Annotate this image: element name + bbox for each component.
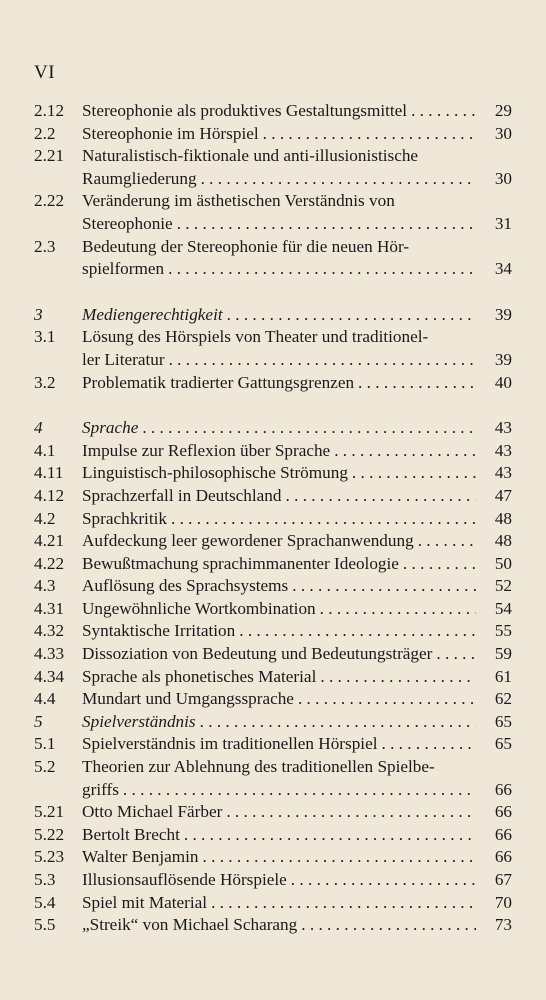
toc-entry-page: 70: [494, 892, 512, 912]
dot-leader: [227, 304, 476, 327]
toc-entry-title-line: Linguistisch-philosophische Strömung: [82, 463, 348, 483]
toc-entry: [34, 100, 512, 123]
dot-leader: [226, 801, 476, 824]
toc-entry-number: 5.2: [34, 757, 56, 777]
toc-entry-page: 40: [494, 372, 512, 392]
section-gap: [34, 394, 512, 417]
toc-entry-title-line: Sprachzerfall in Deutschland: [82, 485, 282, 505]
dot-leader: [436, 643, 476, 666]
dot-leader: [403, 553, 476, 576]
toc-entry-number: 4.34: [34, 666, 65, 686]
toc-entry-number: 4.4: [34, 689, 56, 709]
toc-entry: [34, 688, 512, 711]
toc-entry-page: 29: [494, 101, 512, 120]
toc-entry: [34, 666, 512, 689]
toc-entry-page: 65: [494, 734, 512, 754]
toc-entry-title-line: Auflösung des Sprachsystems: [82, 576, 289, 596]
toc-entry-page: 66: [494, 802, 512, 822]
toc-entry-title-line: Veränderung im ästhetischen Verständnis von: [82, 191, 395, 211]
toc-entry: [34, 824, 512, 847]
toc-entry-page: 48: [494, 531, 512, 551]
toc-entry-title-line: Spiel mit Material: [82, 892, 208, 912]
toc-entry-page: 67: [494, 870, 512, 889]
toc-entry-page: 43: [494, 418, 512, 438]
toc-entry-number: 5.23: [34, 847, 65, 867]
toc-entry: [34, 190, 512, 235]
toc-entry-number: 2.12: [34, 101, 65, 120]
toc-entry-number: 4.33: [34, 644, 65, 664]
toc-entry-title-line: Bewußtmachung sprachimmanenter Ideologie: [82, 553, 399, 573]
toc-entry-title-line: Walter Benjamin: [82, 847, 199, 867]
toc-entry-number: 5.21: [34, 802, 65, 822]
dot-leader: [142, 417, 476, 440]
dot-leader: [184, 824, 476, 847]
toc-entry-number: 2.3: [34, 236, 56, 256]
toc-entry-page: 31: [494, 213, 512, 233]
toc-entry-title-line: Theorien zur Ablehnung des traditionellen Spielbe-: [82, 757, 435, 777]
dot-leader: [320, 598, 476, 621]
section-gap: [34, 281, 512, 304]
toc-entry-number: 5.4: [34, 892, 56, 912]
toc-entry-title-line: griffs: [82, 779, 119, 799]
toc-entry: [34, 620, 512, 643]
toc-entry-page: 30: [494, 123, 512, 143]
toc-entry-page: 30: [494, 168, 512, 188]
toc-entry: [34, 440, 512, 463]
toc-entry-title-line: Mundart und Umgangssprache: [82, 689, 294, 709]
toc-entry-title-line: Raumgliederung: [82, 168, 197, 188]
dot-leader: [301, 914, 476, 937]
toc-entry: [34, 123, 512, 146]
toc-entry: [34, 553, 512, 576]
toc-entry: [34, 508, 512, 531]
toc-entry-number: 4.1: [34, 440, 56, 460]
toc-entry-title-line: Sprache: [82, 418, 139, 438]
toc-entry-number: 4.12: [34, 485, 65, 505]
toc-entry-title-line: „Streik“ von Michael Scharang: [82, 915, 298, 935]
toc-entry-page: 50: [494, 553, 512, 573]
toc-entry: [34, 892, 512, 915]
toc-entry-page: 73: [494, 915, 512, 935]
dot-leader: [352, 462, 476, 485]
dot-leader: [298, 688, 476, 711]
dot-leader: [203, 846, 476, 869]
dot-leader: [200, 711, 476, 734]
toc-entry: [34, 145, 512, 190]
toc-entry-page: 43: [494, 463, 512, 483]
toc-entry-title-line: Impulse zur Reflexion über Sprache: [82, 440, 331, 460]
dot-leader: [286, 485, 477, 508]
toc-entry-title-line: Bertolt Brecht: [82, 824, 180, 844]
dot-leader: [263, 123, 476, 146]
toc-entry-number: 5.3: [34, 870, 56, 889]
dot-leader: [291, 869, 476, 892]
toc-entry-page: 66: [494, 847, 512, 867]
dot-leader: [169, 349, 476, 372]
toc-entry: [34, 236, 512, 281]
toc-entry: [34, 643, 512, 666]
toc-entry: [34, 914, 512, 937]
toc-entry-title-line: Aufdeckung leer gewordener Sprachanwendung: [82, 531, 414, 551]
toc-entry-page: 39: [494, 304, 512, 324]
toc-entry: [34, 598, 512, 621]
toc-entry-number: 4.2: [34, 508, 56, 528]
toc-entry-number: 5.5: [34, 915, 56, 935]
toc-entry: [34, 575, 512, 598]
toc-entry-page: 61: [494, 666, 512, 686]
toc-entry: [34, 801, 512, 824]
toc-entry-title-line: spielformen: [82, 259, 165, 279]
toc-entry-title-line: Ungewöhnliche Wortkombination: [82, 598, 316, 618]
toc-entry: [34, 417, 512, 440]
toc-entry-number: 4.3: [34, 576, 56, 596]
toc-entry-title-line: Sprachkritik: [82, 508, 167, 528]
toc-entry: [34, 485, 512, 508]
toc-entry-number: 3: [34, 304, 43, 324]
dot-leader: [171, 508, 476, 531]
toc-entry-number: 4.32: [34, 621, 65, 641]
toc-entry: [34, 372, 512, 395]
toc-entry-title-line: ler Literatur: [82, 349, 165, 369]
toc-entry-page: 66: [494, 779, 512, 799]
toc-entry-number: 2.2: [34, 123, 56, 143]
toc-entry-title-line: Lösung des Hörspiels von Theater und traditionel-: [82, 327, 429, 347]
toc-entry-title-line: Spielverständnis im traditionellen Hörspiel: [82, 734, 378, 754]
toc-entry-title-line: Sprache als phonetisches Material: [82, 666, 317, 686]
toc-entry-title-line: Naturalistisch-fiktionale und anti-illusionistische: [82, 146, 419, 166]
dot-leader: [211, 892, 476, 915]
toc-entry-title-line: Illusionsauflösende Hörspiele: [82, 870, 287, 889]
dot-leader: [201, 168, 476, 191]
toc-entry-page: 48: [494, 508, 512, 528]
toc-entry-number: 4.11: [34, 463, 64, 483]
toc-entry-number: 5.22: [34, 824, 65, 844]
toc-entry-page: 66: [494, 824, 512, 844]
table-of-contents: [34, 100, 512, 937]
toc-entry: [34, 846, 512, 869]
dot-leader: [411, 100, 476, 123]
toc-entry-number: 4.21: [34, 531, 65, 551]
toc-entry-page: 47: [494, 485, 512, 505]
toc-entry-page: 34: [494, 259, 512, 279]
toc-entry-title-line: Syntaktische Irritation: [82, 621, 236, 641]
toc-entry-title-line: Problematik tradierter Gattungsgrenzen: [82, 372, 355, 392]
toc-entry-title-line: Dissoziation von Bedeutung und Bedeutungsträger: [82, 644, 433, 664]
dot-leader: [239, 620, 476, 643]
toc-entry-number: 5.1: [34, 734, 56, 754]
toc-entry-page: 62: [494, 689, 512, 709]
toc-entry-title-line: Spielverständnis: [82, 711, 196, 731]
toc-entry-number: 4: [34, 418, 43, 438]
toc-entry-page: 59: [494, 644, 512, 664]
toc-entry: [34, 304, 512, 327]
toc-entry-number: 3.2: [34, 372, 56, 392]
dot-leader: [292, 575, 476, 598]
toc-entry: [34, 326, 512, 371]
dot-leader: [418, 530, 476, 553]
dot-leader: [320, 666, 476, 689]
toc-entry-title-line: Stereophonie: [82, 213, 173, 233]
dot-leader: [168, 258, 476, 281]
toc-entry-title-line: Mediengerechtigkeit: [82, 304, 223, 324]
toc-entry-page: 39: [494, 349, 512, 369]
toc-entry-page: 55: [494, 621, 512, 641]
toc-entry-number: 3.1: [34, 327, 56, 347]
page-number: VI: [34, 62, 56, 83]
toc-entry-number: 2.22: [34, 191, 65, 211]
toc-entry-number: 2.21: [34, 146, 65, 166]
toc-entry: [34, 733, 512, 756]
toc-entry-page: 65: [494, 711, 512, 731]
toc-entry: [34, 869, 512, 892]
toc-entry: [34, 756, 512, 801]
toc-entry-page: 43: [494, 440, 512, 460]
dot-leader: [177, 213, 476, 236]
dot-leader: [334, 440, 476, 463]
toc-entry-number: 4.22: [34, 553, 65, 573]
toc-entry: [34, 462, 512, 485]
dot-leader: [358, 372, 476, 395]
dot-leader: [123, 779, 476, 802]
toc-entry: [34, 711, 512, 734]
toc-entry: [34, 530, 512, 553]
toc-entry-number: 5: [34, 711, 43, 731]
toc-entry-title-line: Otto Michael Färber: [82, 802, 223, 822]
toc-entry-page: 52: [494, 576, 512, 596]
toc-entry-title-line: Stereophonie im Hörspiel: [82, 123, 259, 143]
toc-entry-page: 54: [494, 598, 512, 618]
toc-entry-title-line: Bedeutung der Stereophonie für die neuen Hör-: [82, 236, 410, 256]
dot-leader: [381, 733, 476, 756]
toc-entry-title-line: Stereophonie als produktives Gestaltungsmittel: [82, 101, 408, 120]
toc-entry-number: 4.31: [34, 598, 65, 618]
